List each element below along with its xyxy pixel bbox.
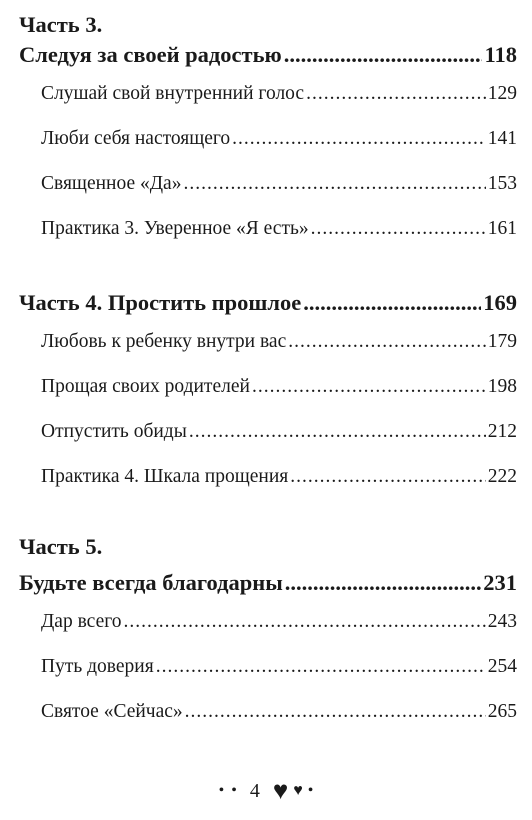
ornament-dot-left: • (218, 782, 225, 800)
dot-leader (306, 80, 486, 108)
dot-leader (183, 170, 485, 198)
part-title: Будьте всегда благодарны (19, 570, 283, 595)
part-5 (19, 532, 517, 726)
ornament-dot-left-2: • (231, 782, 237, 800)
entry-title: Слушай свой внутренний голос (41, 83, 305, 104)
entry-page-number: 179 (487, 331, 517, 352)
toc-entry[interactable] (41, 125, 517, 153)
dot-leader (252, 373, 486, 401)
toc-entry[interactable] (41, 463, 517, 491)
entry-title: Святое «Сейчас» (41, 701, 183, 722)
dot-leader (285, 568, 481, 598)
part-page-number: 118 (484, 42, 517, 67)
entry-title: Священное «Да» (41, 173, 182, 194)
dot-leader (290, 463, 485, 491)
dot-leader (156, 653, 486, 681)
dot-leader (284, 40, 483, 70)
toc-entry[interactable] (41, 653, 517, 681)
part-page-number: 231 (483, 570, 517, 595)
toc-entry[interactable] (41, 608, 517, 636)
dot-leader (185, 698, 486, 726)
toc-entry[interactable] (41, 373, 517, 401)
part-title: Следуя за своей радостью (19, 42, 282, 67)
entry-list (41, 608, 517, 726)
part-title-line (19, 40, 517, 70)
entry-title: Путь доверия (41, 656, 154, 677)
entry-page-number: 129 (487, 83, 517, 104)
entry-page-number: 198 (487, 376, 517, 397)
toc-entry[interactable] (41, 215, 517, 243)
part-title-line (19, 288, 517, 318)
entry-page-number: 161 (487, 218, 517, 239)
dot-leader (189, 418, 486, 446)
toc-entry[interactable] (41, 698, 517, 726)
entry-title: Прощая своих родителей (41, 376, 250, 397)
page-number: 4 (249, 780, 260, 803)
ornament-dot-right: • (307, 782, 314, 800)
dot-leader (124, 608, 486, 636)
entry-page-number: 254 (487, 656, 517, 677)
toc-entry[interactable] (41, 418, 517, 446)
entry-page-number: 265 (487, 701, 517, 722)
heart-icon: ♥ (272, 776, 289, 806)
entry-page-number: 243 (487, 611, 517, 632)
entry-title: Практика 4. Шкала прощения (41, 466, 289, 487)
part-3 (19, 10, 517, 243)
dot-leader (232, 125, 486, 153)
entry-title: Отпустить обиды (41, 421, 187, 442)
entry-title: Люби себя настоящего (41, 128, 231, 149)
part-page-number: 169 (483, 290, 517, 315)
entry-title: Любовь к ребенку внутри вас (41, 331, 287, 352)
dot-leader (311, 215, 486, 243)
heart-small-icon: ♥ (293, 782, 303, 800)
part-heading: Часть 5. (19, 534, 103, 559)
toc-entry[interactable] (41, 170, 517, 198)
part-title-line (19, 568, 517, 598)
page-footer (0, 776, 532, 806)
entry-list (41, 80, 517, 243)
dot-leader (303, 288, 481, 318)
toc-entry[interactable] (41, 80, 517, 108)
part-4 (19, 288, 517, 491)
entry-page-number: 222 (487, 466, 517, 487)
toc-entry[interactable] (41, 328, 517, 356)
entry-page-number: 153 (487, 173, 517, 194)
entry-list (41, 328, 517, 491)
dot-leader (288, 328, 486, 356)
entry-page-number: 141 (487, 128, 517, 149)
part-title: Часть 4. Простить прошлое (19, 290, 302, 315)
entry-title: Практика 3. Уверенное «Я есть» (41, 218, 309, 239)
part-heading: Часть 3. (19, 12, 103, 37)
entry-page-number: 212 (487, 421, 517, 442)
entry-title: Дар всего (41, 611, 122, 632)
